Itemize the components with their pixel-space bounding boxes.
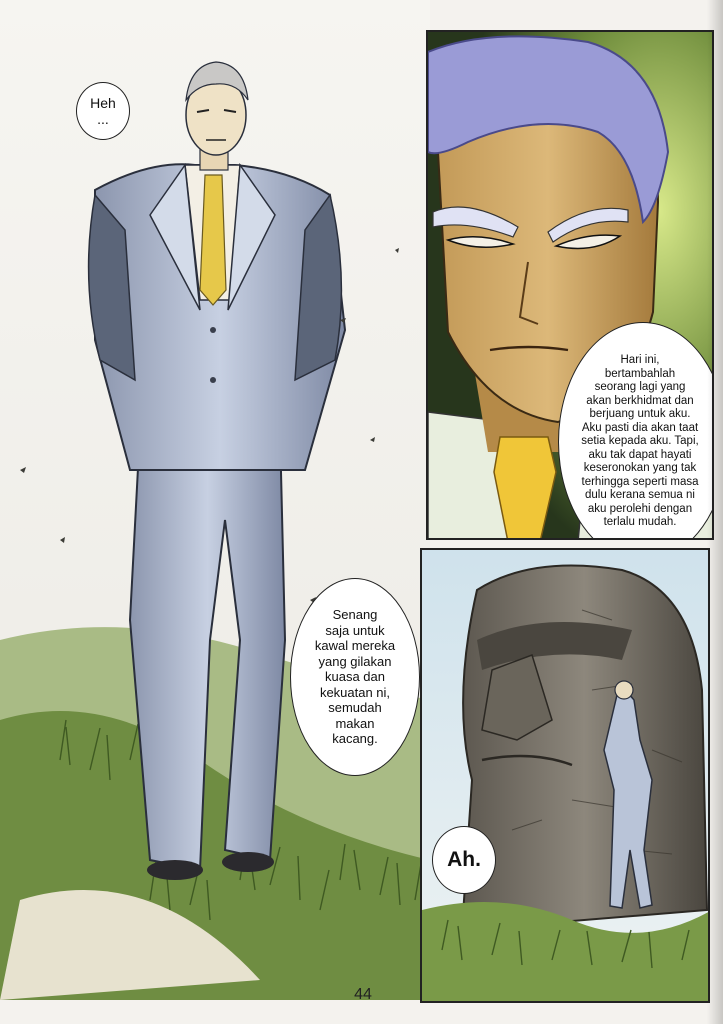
speech-bubble-monologue-text: Hari ini, bertambahlah seorang lagi yang akan berkhidmat dan berjuang untuk aku. Aku pasti dia akan taat setia kepada aku. Tapi, aku tak dapat hayati keseronokan yang tak terhingga seperti masa dulu kerana semua ni aku perolehi dengan terlalu mudah. bbox=[581, 354, 699, 529]
closeup-panel bbox=[426, 30, 714, 540]
speech-bubble-monologue bbox=[558, 322, 714, 540]
speech-bubble-ah bbox=[432, 826, 496, 894]
page-gutter-shadow bbox=[707, 0, 723, 1024]
jacket-button bbox=[210, 377, 216, 383]
moai-head bbox=[462, 566, 707, 931]
tie bbox=[200, 175, 226, 305]
speech-bubble-senang bbox=[290, 578, 420, 776]
speech-bubble-heh-text: Heh ... bbox=[90, 95, 116, 127]
speech-bubble-heh bbox=[76, 82, 130, 140]
speech-bubble-senang-text: Senang saja untuk kawal mereka yang gilakan kuasa dan kekuatan ni, semudah makan kacang. bbox=[314, 607, 396, 747]
speech-bubble-ah-text: Ah. bbox=[447, 848, 481, 871]
right-shoe bbox=[222, 852, 274, 872]
statue-art bbox=[422, 550, 710, 1003]
page-number: 44 bbox=[354, 986, 372, 1003]
jacket-button bbox=[210, 327, 216, 333]
left-shoe bbox=[147, 860, 203, 880]
small-figure-head bbox=[615, 681, 633, 699]
statue-panel bbox=[420, 548, 710, 1003]
